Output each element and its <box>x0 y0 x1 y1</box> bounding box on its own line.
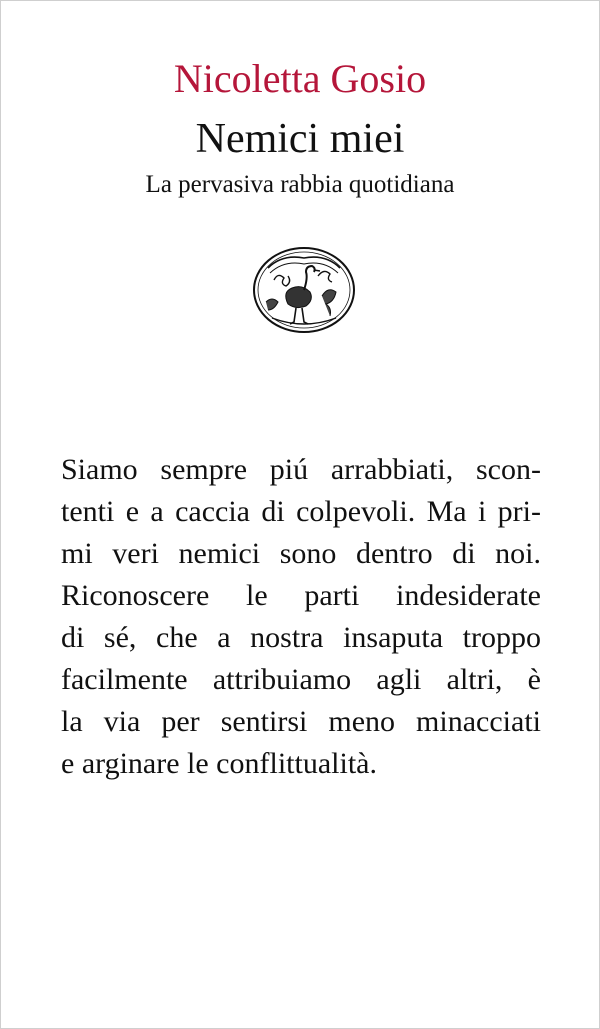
blurb-text <box>61 449 541 785</box>
blurb-line: facilmente attribuiamo agli altri, è <box>61 663 541 696</box>
einaudi-ostrich-emblem-icon <box>252 246 356 334</box>
blurb-line: e arginare le conflittualità. <box>61 747 377 780</box>
blurb-line: di sé, che a nostra insaputa troppo <box>61 621 541 654</box>
blurb-line: mi veri nemici sono dentro di noi. <box>61 537 541 570</box>
author-name: Nicoletta Gosio <box>173 56 427 101</box>
book-title: Nemici miei <box>195 116 405 162</box>
book-subtitle: La pervasiva rabbia quotidiana <box>145 171 455 198</box>
blurb-line: Riconoscere le parti indesiderate <box>61 579 541 612</box>
blurb-line: tenti e a caccia di colpevoli. Ma i pri- <box>61 495 541 528</box>
blurb-line: la via per sentirsi meno minacciati <box>61 705 541 738</box>
blurb-line: Siamo sempre piú arrabbiati, scon- <box>61 453 541 486</box>
